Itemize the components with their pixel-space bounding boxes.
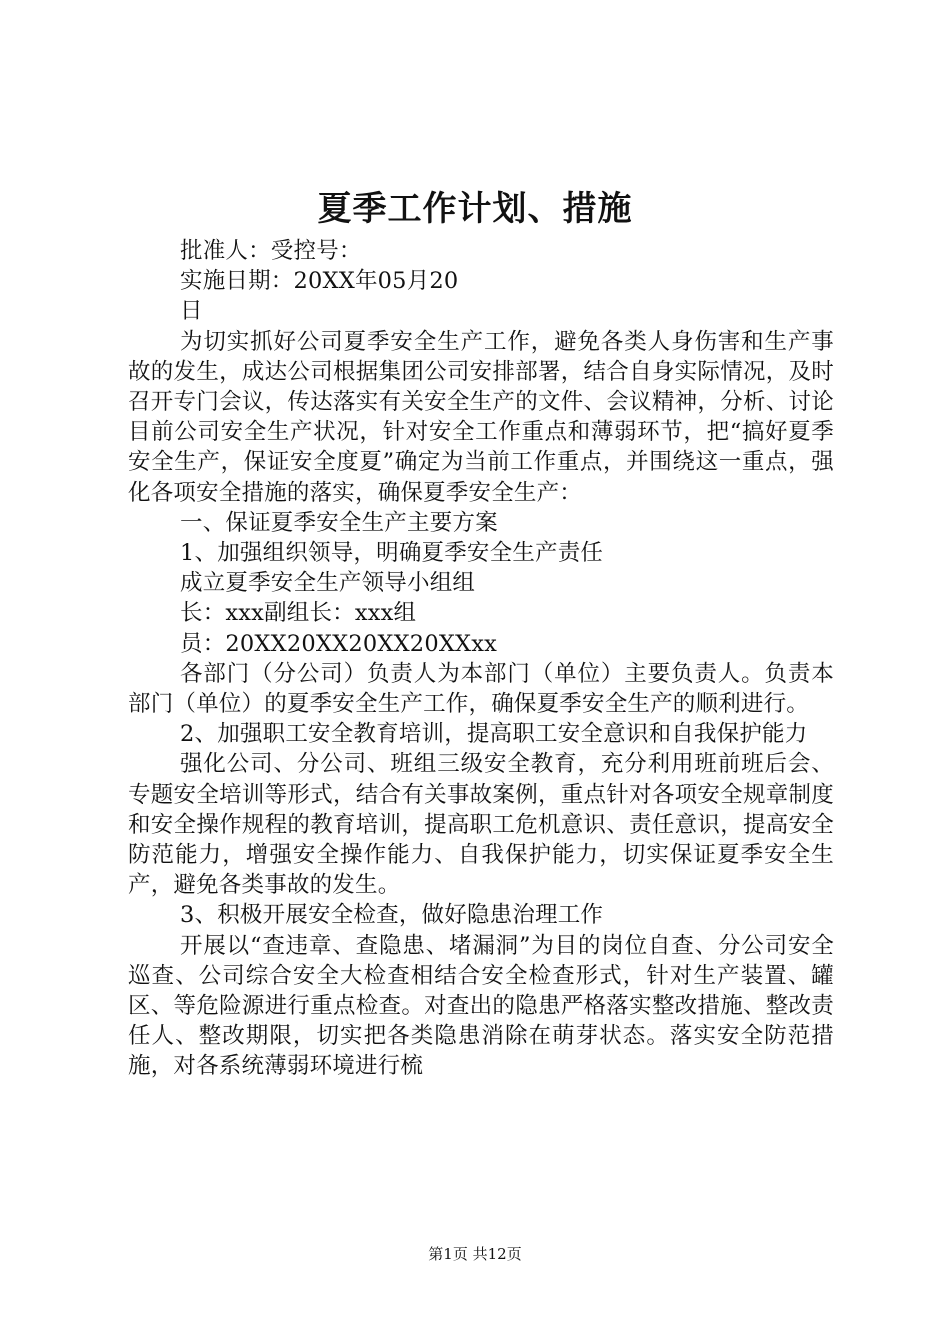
subheading-3: 3、积极开展安全检查，做好隐患治理工作 [180,902,604,929]
leadership-group-line: 成立夏季安全生产领导小组组 [180,570,476,597]
training-paragraph: 强化公司、分公司、班组三级安全教育，充分利用班前班后会、专题安全培训等形式，结合有关事故案例，重点针对各项安全规章制度和安全操作规程的教育培训，提高职工危机意识、责任意识，提高安全防范能力，增强安全操作能力、自我保护能力，切实保证夏季安全生产，避免各类事故的发生。 [128,751,834,899]
responsibility-paragraph: 各部门（分公司）负责人为本部门（单位）主要负责人。负责本部门（单位）的夏季安全生产工作，确保夏季安全生产的顺利进行。 [128,660,834,718]
page-footer: 第1页 共12页 [428,1245,522,1263]
group-members-line: 员：20XX20XX20XX20XXxx [180,630,498,657]
section-heading-1: 一、保证夏季安全生产主要方案 [180,509,498,536]
intro-paragraph: 为切实抓好公司夏季安全生产工作，避免各类人身伤害和生产事故的发生，成达公司根据集团公司安排部署，结合自身实际情况，及时召开专门会议，传达落实有关安全生产的文件、会议精神，分析、讨论目前公司安全生产状况，针对安全工作重点和薄弱环节，把“搞好夏季安全生产，保证安全度夏”确定为当前工作重点，并围绕这一重点，强化各项安全措施的落实，确保夏季安全生产： [128,328,834,506]
approval-line: 批准人：受控号： [180,238,362,264]
group-leader-line: 长：xxx副组长：xxx组 [180,600,417,627]
implementation-date-line: 实施日期：20XX年05月20 [180,268,459,295]
document-title: 夏季工作计划、措施 [317,189,633,229]
inspection-paragraph: 开展以“查违章、查隐患、堵漏洞”为目的岗位自查、分公司安全巡查、公司综合安全大检查相结合安全检查形式，针对生产装置、罐区、等危险源进行重点检查。对查出的隐患严格落实整改措施、整改责任人、整改期限，切实把各类隐患消除在萌芽状态。落实安全防范措施，对各系统薄弱环境进行梳 [128,932,834,1080]
document-body [128,236,834,1082]
subheading-1: 1、加强组织领导，明确夏季安全生产责任 [180,540,604,567]
implementation-date-day: 日 [180,298,203,325]
subheading-2: 2、加强职工安全教育培训，提高职工安全意识和自我保护能力 [180,721,808,748]
